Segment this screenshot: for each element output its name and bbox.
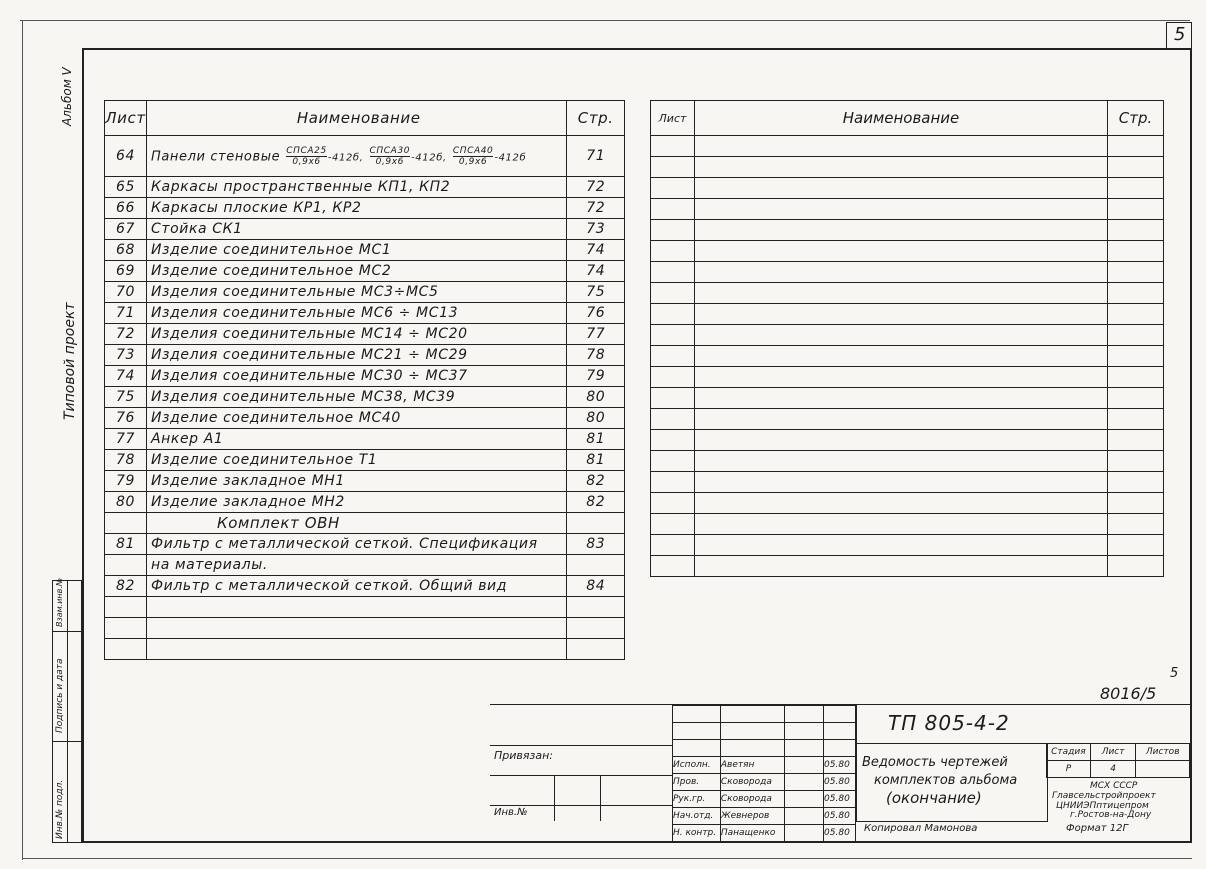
section-title: Комплект ОВН — [146, 513, 566, 534]
table-row: 75 Изделия соединительные МС38, МС39 80 — [105, 387, 625, 408]
fraction: $\frac{\text{СПСА40}}{0,9х6}$ — [452, 145, 494, 167]
table-row: 73 Изделия соединительные МС21 ÷ МС29 78 — [105, 345, 625, 366]
stamp-cell-sign: Подпись и дата — [55, 658, 65, 733]
header-sheet: Лист — [651, 101, 695, 136]
table-row: 68 Изделие соединительное МС1 74 — [105, 240, 625, 261]
row-name: Панели стеновые $\frac{\text{СПСА25}}{0,9х6}-412б$, $\frac{\text{СПСА30}}{0,9х6}-412б$, $\frac{\text{СПСА40}}{0,9х6}-412б$ — [146, 136, 566, 177]
table-row — [105, 618, 625, 639]
table-row: на материалы. — [105, 555, 625, 576]
table-row — [105, 597, 625, 618]
fraction: $\frac{\text{СПСА30}}{0,9х6}$ — [369, 145, 411, 167]
table-row: 79 Изделие закладное МН1 82 — [105, 471, 625, 492]
stamp-cell-inv: Инв.№ подл. — [55, 779, 65, 839]
table-row: 71 Изделия соединительные МС6 ÷ МС13 76 — [105, 303, 625, 324]
page-small-five: 5 — [1170, 666, 1179, 681]
signature-row: Исполн. Аветян 05.80 — [673, 757, 856, 774]
table-row: 81 Фильтр с металлической сеткой. Спецификация 83 — [105, 534, 625, 555]
table-row: 82 Фильтр с металлической сеткой. Общий вид 84 — [105, 576, 625, 597]
signature-row: Нач.отд. Жевнеров 05.80 — [673, 808, 856, 825]
table-row: 76 Изделие соединительное МС40 80 — [105, 408, 625, 429]
inv-no-label: Инв.№ — [494, 807, 528, 818]
table-row — [105, 136, 625, 177]
table-row: 77 Анкер А1 81 — [105, 429, 625, 450]
table-row: 65 Каркасы пространственные КП1, КП2 72 — [105, 177, 625, 198]
header-name: Наименование — [694, 101, 1107, 136]
table-row: 78 Изделие соединительное Т1 81 — [105, 450, 625, 471]
copied-by: Копировал Мамонова — [864, 823, 978, 834]
org-line3: ЦНИИЭПптицепром — [1056, 801, 1149, 811]
table-row: 70 Изделия соединительные МС3÷МС5 75 — [105, 282, 625, 303]
side-stamp — [52, 577, 82, 843]
header-page: Стр. — [567, 101, 625, 136]
section-row — [105, 513, 625, 534]
left-edge-line — [22, 20, 23, 860]
row-sheet: 64 — [105, 136, 147, 177]
privyazan-label: Привязан: — [494, 749, 553, 762]
page-code: 8016/5 — [1100, 684, 1157, 703]
org-line2: Главсельстройпроект — [1052, 791, 1156, 801]
format-label: Формат 12Г — [1066, 823, 1129, 834]
header-name: Наименование — [146, 101, 566, 136]
table-row: 67 Стойка СК1 73 — [105, 219, 625, 240]
project-type-label: Типовой проект — [62, 302, 78, 420]
table-row: 66 Каркасы плоские КР1, КР2 72 — [105, 198, 625, 219]
table-row: 72 Изделия соединительные МС14 ÷ МС20 77 — [105, 324, 625, 345]
stage-table: Стадия Лист Листов Р 4 — [1046, 743, 1190, 778]
sheet-corner-number: 5 — [1174, 24, 1186, 45]
table-row: 80 Изделие закладное МН2 82 — [105, 492, 625, 513]
doc-title-line1: Ведомость чертежей — [862, 755, 1008, 770]
stamp-cell-replace: Взам.инв.№ — [55, 577, 64, 627]
doc-title-line3: (окончание) — [886, 789, 982, 807]
row-page: 71 — [567, 136, 625, 177]
right-table-header — [651, 101, 1164, 136]
row64-prefix: Панели стеновые — [150, 149, 281, 164]
table-row: 69 Изделие соединительное МС2 74 — [105, 261, 625, 282]
header-page: Стр. — [1108, 101, 1164, 136]
album-label: Альбом V — [60, 67, 74, 126]
table-row: 74 Изделия соединительные МС30 ÷ МС37 79 — [105, 366, 625, 387]
signature-row: Н. контр. Панащенко 05.80 — [673, 825, 856, 842]
org-line1: МСХ СССР — [1090, 781, 1138, 791]
top-edge-line — [20, 20, 1190, 21]
doc-title-line2: комплектов альбома — [874, 773, 1018, 788]
title-block — [490, 704, 1190, 843]
left-drawing-table — [104, 100, 625, 660]
bottom-edge-line — [22, 858, 1192, 859]
signature-row: Рук.гр. Сковорода 05.80 — [673, 791, 856, 808]
fraction: $\frac{\text{СПСА25}}{0,9х6}$ — [286, 145, 327, 167]
org-line4: г.Ростов-на-Дону — [1070, 810, 1152, 820]
table-row — [105, 639, 625, 660]
left-table-header — [105, 101, 625, 136]
header-sheet: Лист — [105, 101, 147, 136]
signature-row: Пров. Сковорода 05.80 — [673, 774, 856, 791]
signatures-table — [672, 705, 856, 842]
right-drawing-table — [650, 100, 1164, 577]
designation: ТП 805-4-2 — [888, 711, 1010, 735]
